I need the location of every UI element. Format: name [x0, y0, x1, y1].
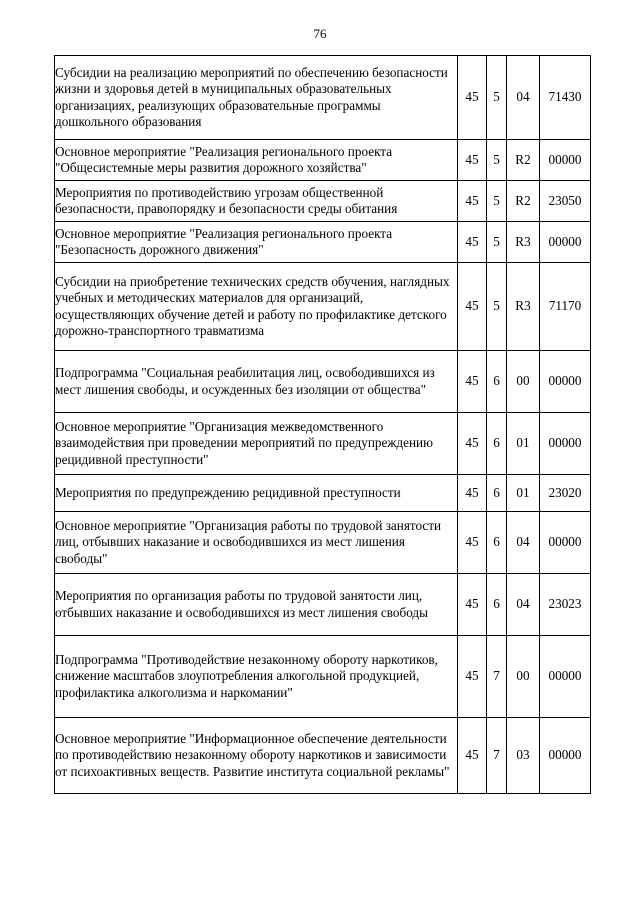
cell-expense-code: 00000 [540, 636, 591, 718]
cell-subprogram-code: 5 [487, 222, 507, 263]
row-description: Подпрограмма "Социальная реабилитация лиц, освободившихся из мест лишения свободы, и осужденных без изоляции от общества" [55, 351, 458, 413]
row-description: Субсидии на реализацию мероприятий по обеспечению безопасности жизни и здоровья детей в муниципальных образовательных организациях, реализующих образовательные программы дошкольного образования [55, 56, 458, 140]
cell-activity-code: 04 [507, 574, 540, 636]
table-row [55, 181, 591, 222]
cell-activity-code: 03 [507, 718, 540, 794]
cell-program-code: 45 [458, 351, 487, 413]
cell-program-code: 45 [458, 636, 487, 718]
cell-activity-code: 00 [507, 636, 540, 718]
table-row [55, 718, 591, 794]
cell-subprogram-code: 6 [487, 475, 507, 512]
cell-activity-code: R3 [507, 263, 540, 351]
cell-subprogram-code: 5 [487, 56, 507, 140]
cell-subprogram-code: 6 [487, 413, 507, 475]
cell-program-code: 45 [458, 56, 487, 140]
cell-expense-code: 23023 [540, 574, 591, 636]
cell-activity-code: 01 [507, 413, 540, 475]
budget-table [54, 55, 591, 794]
cell-expense-code: 00000 [540, 718, 591, 794]
cell-expense-code: 00000 [540, 512, 591, 574]
cell-activity-code: 04 [507, 512, 540, 574]
row-description: Субсидии на приобретение технических средств обучения, наглядных учебных и методических материалов для организаций, осуществляющих обучение детей и работу по профилактике детского дорожно-транспортного травматизма [55, 263, 458, 351]
table-row [55, 222, 591, 263]
cell-subprogram-code: 5 [487, 181, 507, 222]
page-number: 76 [313, 26, 327, 41]
cell-program-code: 45 [458, 222, 487, 263]
cell-program-code: 45 [458, 140, 487, 181]
cell-program-code: 45 [458, 512, 487, 574]
cell-expense-code: 00000 [540, 413, 591, 475]
row-description: Подпрограмма "Противодействие незаконному обороту наркотиков, снижение масштабов злоупотребления алкогольной продукцией, профилактика алкоголизма и наркомании" [55, 636, 458, 718]
row-description: Основное мероприятие "Организация межведомственного взаимодействия при проведении мероприятий по предупреждению рецидивной преступности" [55, 413, 458, 475]
cell-expense-code: 71170 [540, 263, 591, 351]
cell-program-code: 45 [458, 413, 487, 475]
cell-activity-code: R2 [507, 140, 540, 181]
table-row [55, 475, 591, 512]
cell-activity-code: R3 [507, 222, 540, 263]
row-description: Мероприятия по противодействию угрозам общественной безопасности, правопорядку и безопасности среды обитания [55, 181, 458, 222]
cell-subprogram-code: 6 [487, 351, 507, 413]
cell-expense-code: 71430 [540, 56, 591, 140]
cell-expense-code: 00000 [540, 222, 591, 263]
table-row [55, 512, 591, 574]
cell-subprogram-code: 6 [487, 512, 507, 574]
cell-subprogram-code: 5 [487, 140, 507, 181]
table-row [55, 351, 591, 413]
cell-subprogram-code: 6 [487, 574, 507, 636]
table-row [55, 140, 591, 181]
row-description: Основное мероприятие "Организация работы по трудовой занятости лиц, отбывших наказание и освободившихся из мест лишения свободы" [55, 512, 458, 574]
cell-expense-code: 23020 [540, 475, 591, 512]
cell-activity-code: R2 [507, 181, 540, 222]
row-description: Основное мероприятие "Реализация регионального проекта "Общесистемные меры развития дорожного хозяйства" [55, 140, 458, 181]
table-row [55, 413, 591, 475]
cell-program-code: 45 [458, 263, 487, 351]
table-row [55, 636, 591, 718]
cell-program-code: 45 [458, 475, 487, 512]
cell-expense-code: 00000 [540, 140, 591, 181]
cell-program-code: 45 [458, 181, 487, 222]
cell-expense-code: 00000 [540, 351, 591, 413]
table-row [55, 56, 591, 140]
table-row [55, 263, 591, 351]
cell-program-code: 45 [458, 574, 487, 636]
row-description: Мероприятия по организация работы по трудовой занятости лиц, отбывших наказание и освободившихся из мест лишения свободы [55, 574, 458, 636]
cell-subprogram-code: 7 [487, 636, 507, 718]
table-row [55, 574, 591, 636]
row-description: Основное мероприятие "Информационное обеспечение деятельности по противодействию незаконному обороту наркотиков и зависимости от психоактивных веществ. Развитие института социальной рекламы" [55, 718, 458, 794]
row-description: Мероприятия по предупреждению рецидивной преступности [55, 475, 458, 512]
cell-activity-code: 04 [507, 56, 540, 140]
cell-expense-code: 23050 [540, 181, 591, 222]
cell-program-code: 45 [458, 718, 487, 794]
cell-subprogram-code: 5 [487, 263, 507, 351]
cell-activity-code: 00 [507, 351, 540, 413]
cell-activity-code: 01 [507, 475, 540, 512]
row-description: Основное мероприятие "Реализация регионального проекта "Безопасность дорожного движения" [55, 222, 458, 263]
cell-subprogram-code: 7 [487, 718, 507, 794]
